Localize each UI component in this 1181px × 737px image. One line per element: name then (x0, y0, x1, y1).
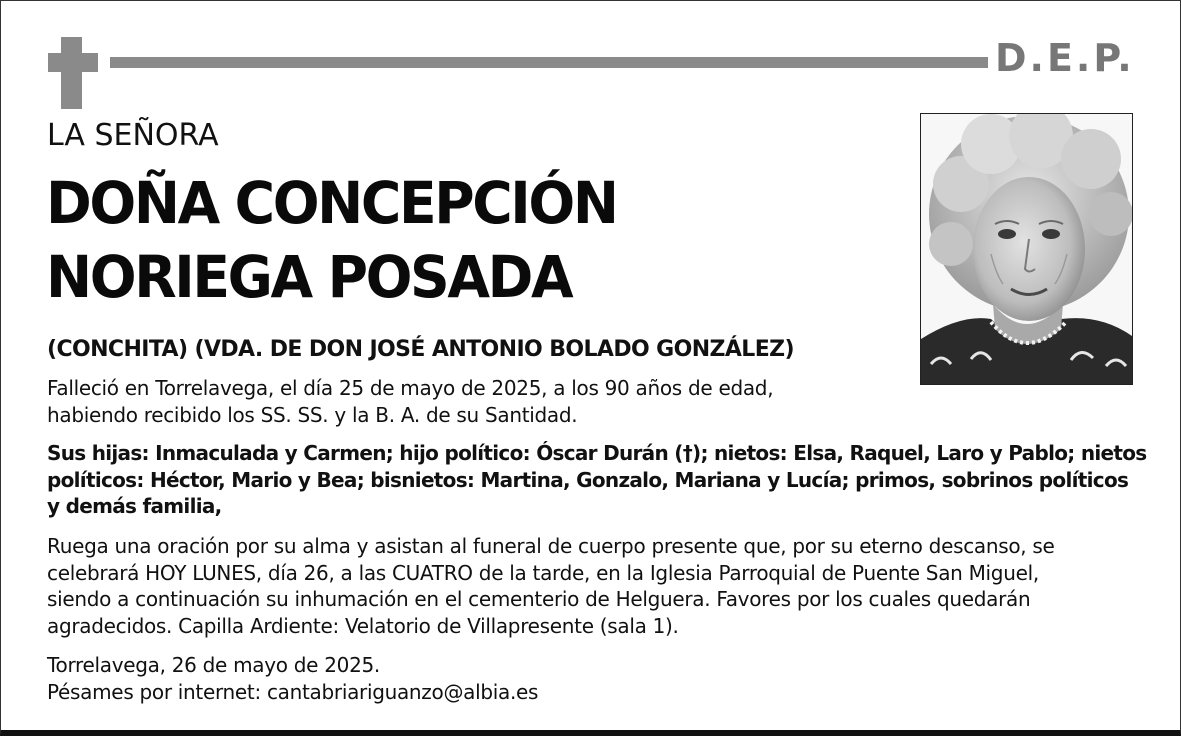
text-line: políticos: Héctor, Mario y Bea; bisnietos: Martina, Gonzalo, Mariana y Lucía; primos, sobrinos políticos (47, 467, 1129, 492)
cross-icon (61, 37, 82, 109)
portrait-image (921, 114, 1132, 384)
text-line: Falleció en Torrelavega, el día 25 de mayo de 2025, a los 90 años de edad, (47, 376, 774, 400)
cross-icon-bar (48, 53, 98, 72)
text-line: Sus hijas: Inmaculada y Carmen; hijo político: Óscar Durán (†); nietos: Elsa, Raquel, Laro y Pablo; nietos (47, 441, 1147, 465)
deceased-name (46, 166, 617, 314)
date-line: Torrelavega, 26 de mayo de 2025. (47, 653, 380, 677)
text-line: habiendo recibido los SS. SS. y la B. A. de su Santidad. (47, 402, 578, 427)
closing-paragraph (47, 652, 538, 705)
name-line: DOÑA CONCEPCIÓN (46, 169, 617, 237)
text-line: Ruega una oración por su alma y asistan al funeral de cuerpo presente que, por su eterno descanso, se (47, 534, 1055, 558)
text-line: celebrará HOY LUNES, día 26, a las CUATRO de la tarde, en la Iglesia Parroquial de Puente San Miguel, (47, 560, 1039, 585)
text-line: siendo a continuación su inhumación en el cementerio de Helguera. Favores por los cuales quedarán (47, 587, 1031, 611)
text-line: agradecidos. Capilla Ardiente: Velatorio de Villapresente (sala 1). (47, 613, 679, 638)
intro-label: LA SEÑORA (47, 118, 219, 153)
nickname-widow-line: (CONCHITA) (VDA. DE DON JOSÉ ANTONIO BOLADO GONZÁLEZ) (47, 337, 794, 362)
portrait-photo (920, 113, 1133, 385)
funeral-request-paragraph (47, 533, 1055, 639)
family-paragraph (47, 440, 1147, 520)
death-paragraph (47, 375, 773, 428)
condolences-line: Pésames por internet: cantabriariguanzo@albia.es (47, 679, 539, 704)
name-line: NORIEGA POSADA (46, 243, 572, 311)
header-rule (110, 57, 988, 68)
dep-label: D.E.P. (995, 36, 1135, 80)
text-line: y demás familia, (47, 494, 222, 518)
